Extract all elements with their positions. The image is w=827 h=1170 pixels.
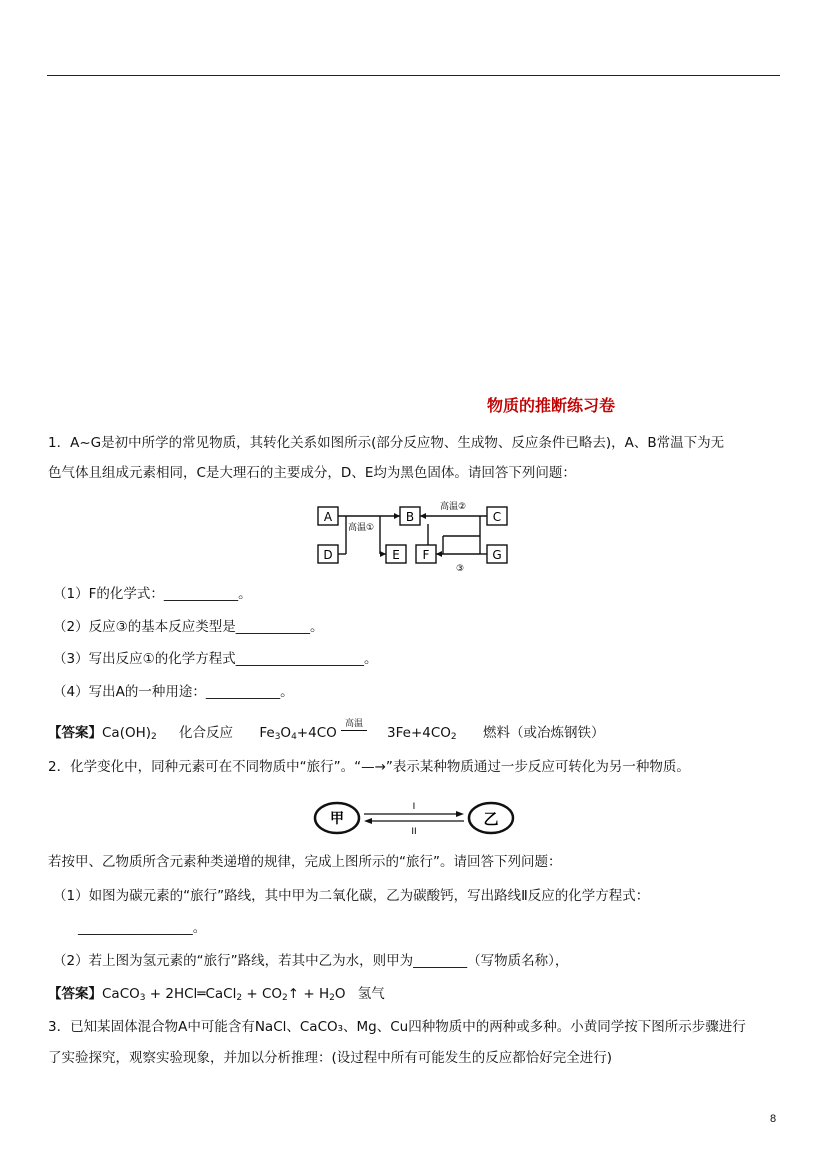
q1-stem-line1: 1．A~G是初中所学的常见物质，其转化关系如图所示(部分反应物、生成物、反应条件已略去)，A、B常温下为无 xyxy=(48,435,725,451)
q1-sub3: （3）写出反应①的化学方程式___________________。 xyxy=(53,651,378,667)
node-g: G xyxy=(492,548,502,562)
q3-line2: 了实验探究，观察实验现象，并加以分析推理：(设过程中所有可能发生的反应都恰好完全进行) xyxy=(48,1050,613,1066)
route-2-label: II xyxy=(411,827,417,837)
node-d: D xyxy=(323,548,333,562)
q1-sub4: （4）写出A的一种用途：___________。 xyxy=(53,684,294,700)
reaction-condition: 高温 xyxy=(341,716,367,731)
node-b: B xyxy=(405,510,415,524)
node-e: E xyxy=(392,548,400,562)
q1-stem-line2: 色气体且组成元素相同，C是大理石的主要成分，D、E均为黑色固体。请回答下列问题： xyxy=(48,465,576,481)
node-c: C xyxy=(492,510,502,524)
q1-reaction-diagram xyxy=(310,496,520,576)
q2-sub1-line2: _________________。 xyxy=(78,920,207,936)
page-number: 8 xyxy=(770,1113,777,1125)
q2-sub1-line1: （1）如图为碳元素的“旅行”路线，其中甲为二氧化碳，乙为碳酸钙，写出路线Ⅱ反应的化学方程式： xyxy=(53,888,650,904)
node-f: F xyxy=(422,548,430,562)
header-rule xyxy=(47,75,780,76)
node-a: A xyxy=(323,510,333,524)
q2-para: 若按甲、乙物质所含元素种类递增的规律，完成上图所示的“旅行”。请回答下列问题： xyxy=(48,854,562,870)
page-title: 物质的推断练习卷 xyxy=(487,396,616,415)
route-1-label: I xyxy=(412,802,416,812)
q1-sub2: （2）反应③的基本反应类型是___________。 xyxy=(53,619,324,635)
q2-sub2: （2）若上图为氢元素的“旅行”路线，若其中乙为水，则甲为________（写物质名称）， xyxy=(53,953,569,969)
q1-sub1: （1）F的化学式：___________。 xyxy=(53,586,252,602)
node-yi: 乙 xyxy=(483,810,499,828)
q2-answer: 【答案】CaCO$_3$ + 2HCl═CaCl$_2$ + $CO_2↑ + H_2O$ 氢气 xyxy=(48,986,385,1003)
reaction-2-label: 高温② xyxy=(439,502,467,512)
answer-tag: 【答案】 xyxy=(48,725,102,741)
q1-answer: 【答案】$Ca(OH)_2$ 化合反应 $Fe_3O_4+4CO$ $3Fe+4CO_2$ 燃料（或冶炼钢铁） xyxy=(48,725,605,742)
node-jia: 甲 xyxy=(330,811,344,827)
reaction-3-label: ③ xyxy=(455,564,465,574)
q2-stem: 2．化学变化中，同种元素可在不同物质中“旅行”。“—→”表示某种物质通过一步反应可转化为另一种物质。 xyxy=(48,759,690,775)
q2-travel-diagram xyxy=(310,796,520,840)
q3-line1: 3．已知某固体混合物A中可能含有NaCl、CaCO₃、Mg、Cu四种物质中的两种或多种。小黄同学按下图所示步骤进行 xyxy=(48,1019,746,1035)
reaction-1-label: 高温① xyxy=(347,523,375,533)
answer-tag: 【答案】 xyxy=(48,986,102,1002)
